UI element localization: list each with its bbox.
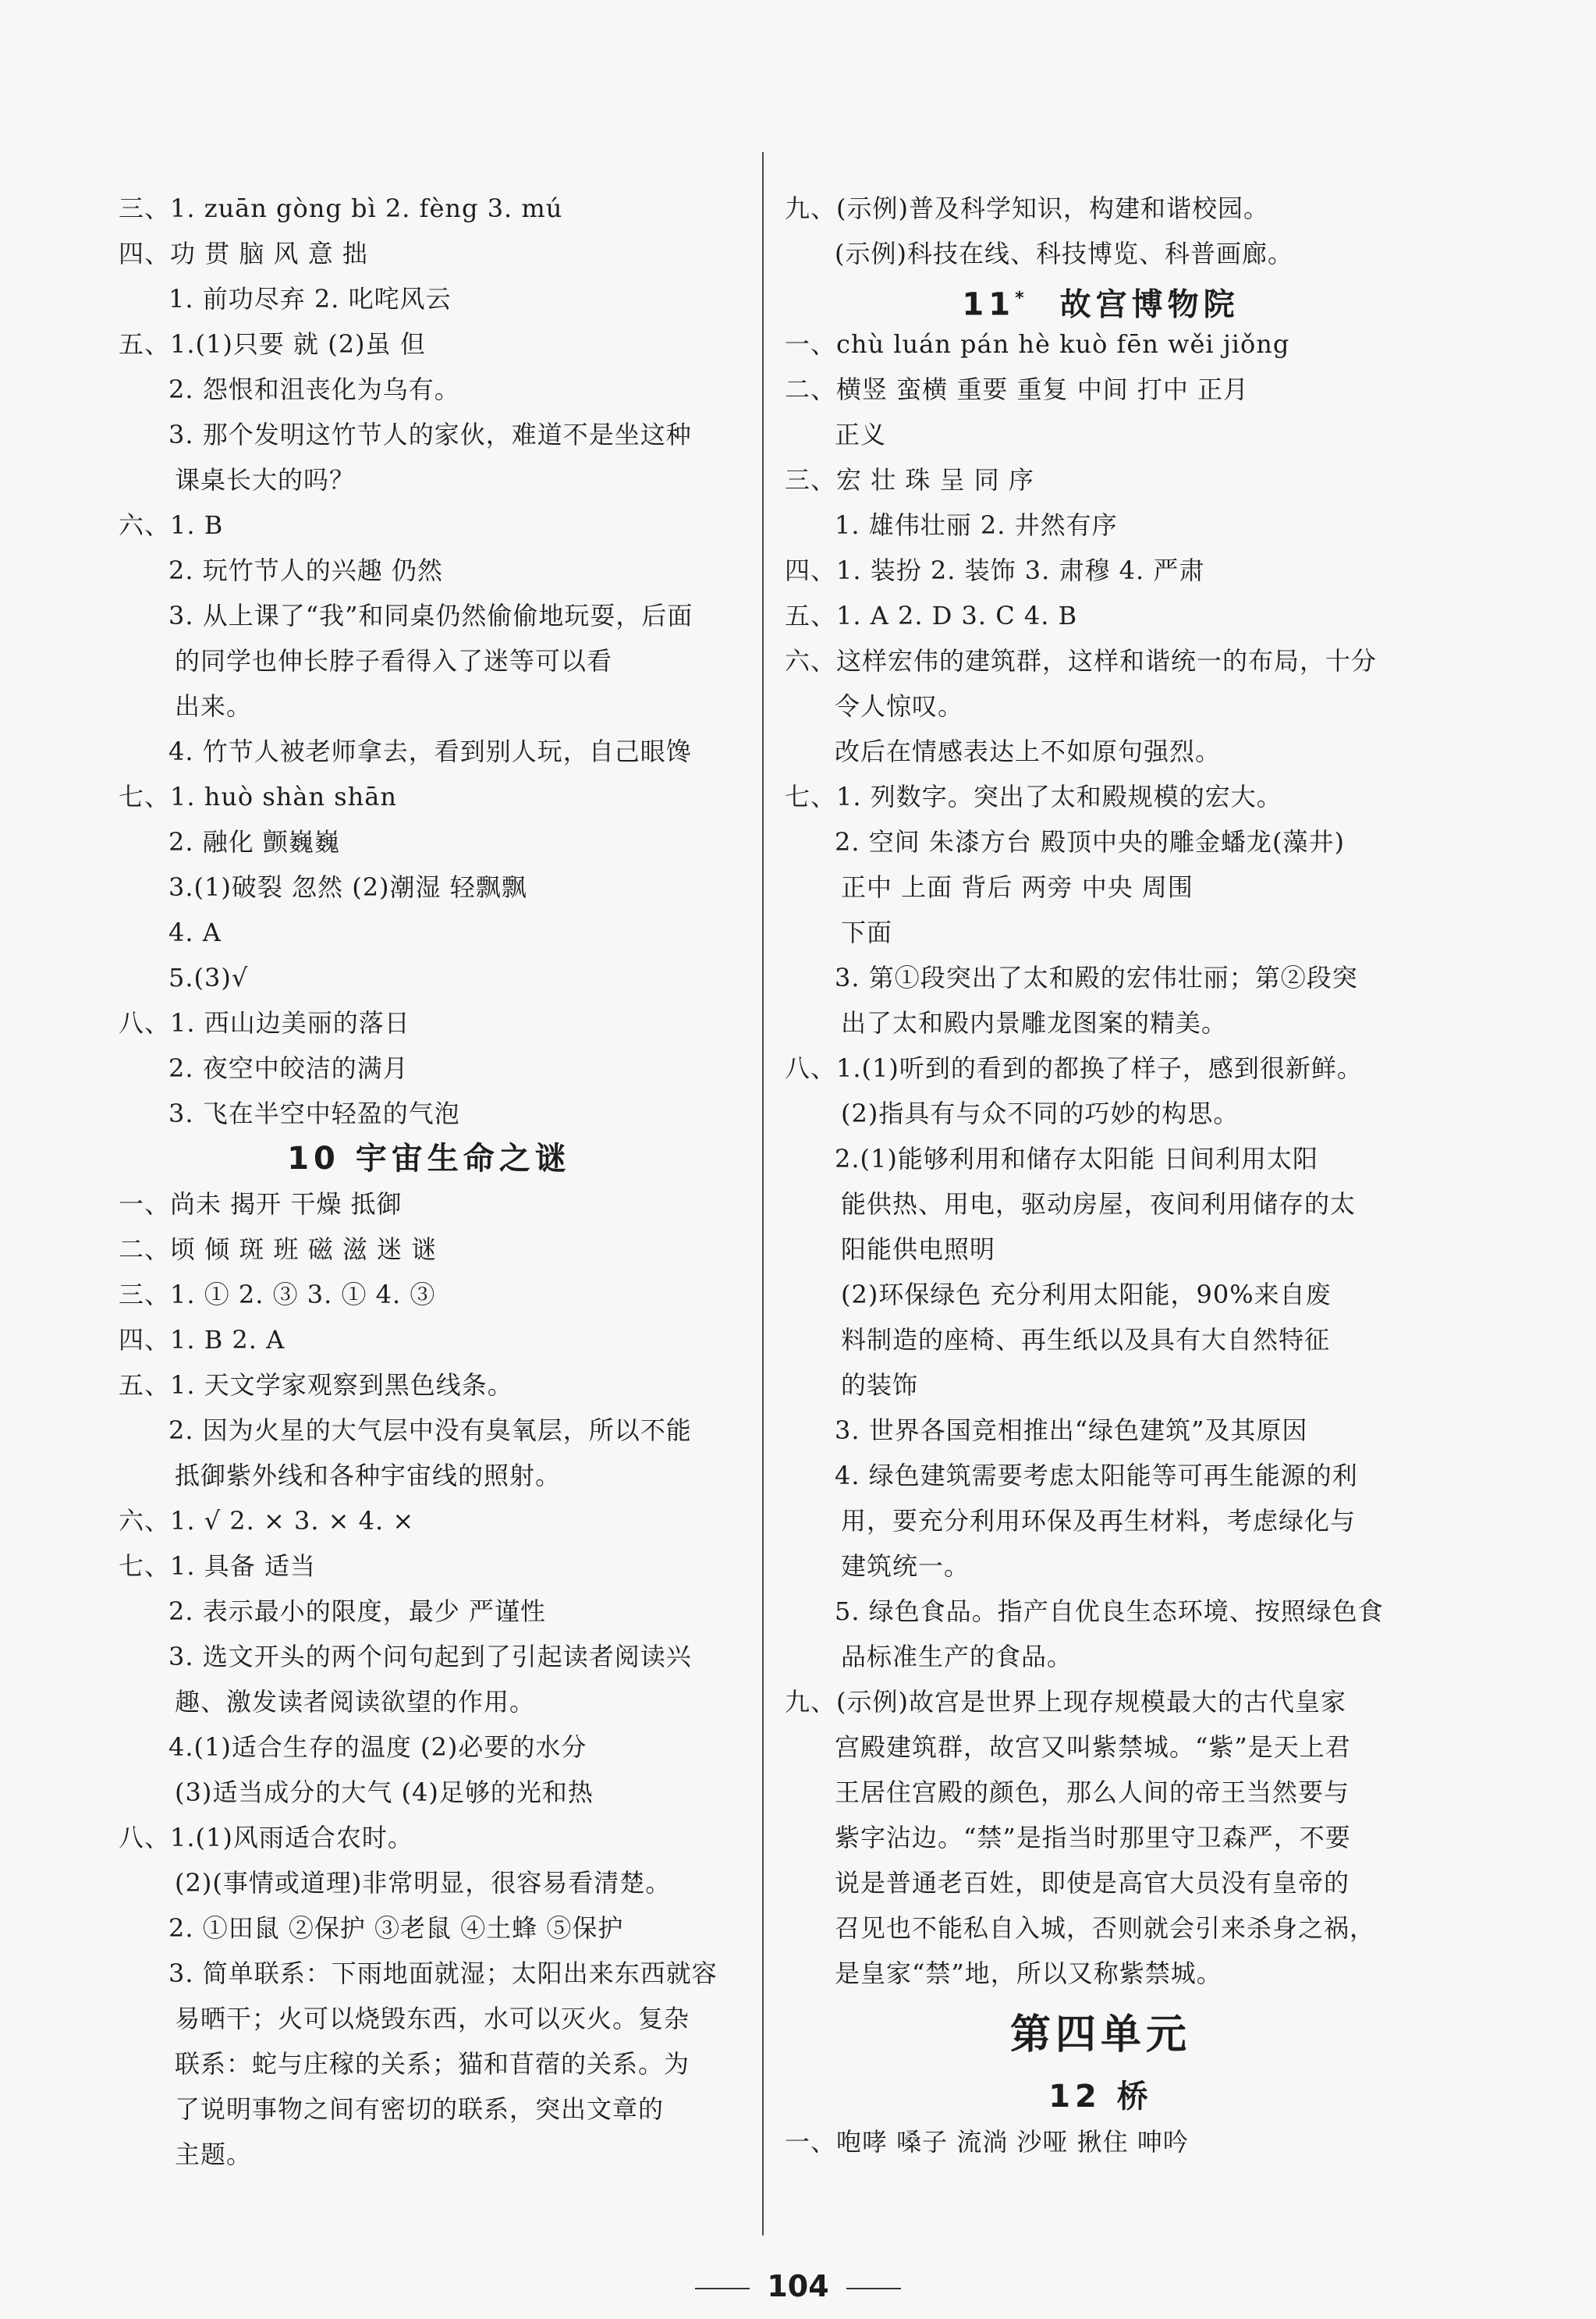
answer-line: 出了太和殿内景雕龙图案的精美。 <box>841 1008 1228 1038</box>
answer-line: 九、(示例)普及科学知识，构建和谐校园。 <box>785 194 1269 223</box>
answer-line: 5. 绿色食品。指产自优良生态环境、按照绿色食 <box>835 1596 1384 1626</box>
answer-line: 3. 简单联系：下雨地面就湿；太阳出来东西就容 <box>168 1959 718 1988</box>
footer-dash-left <box>695 2288 750 2289</box>
lesson-number: 11 <box>962 286 1016 323</box>
answer-line: 五、1. 天文学家观察到黑色线条。 <box>119 1370 513 1400</box>
answer-line: 5.(3)√ <box>168 963 249 993</box>
answer-line: 3. 那个发明这竹节人的家伙，难道不是坐这种 <box>168 420 692 449</box>
answer-line: 六、1. √ 2. × 3. × 4. × <box>119 1506 415 1536</box>
answer-line: 令人惊叹。 <box>835 691 964 721</box>
answer-line: 九、(示例)故宫是世界上现存规模最大的古代皇家 <box>785 1687 1346 1717</box>
answer-line: 4.(1)适合生存的温度 (2)必要的水分 <box>168 1732 587 1762</box>
answer-line: 抵御紫外线和各种宇宙线的照射。 <box>175 1461 562 1490</box>
answer-line: 3. 飞在半空中轻盈的气泡 <box>168 1099 460 1128</box>
answer-line: 易晒干；火可以烧毁东西，水可以灭火。复杂 <box>175 2004 690 2033</box>
answer-line: 出来。 <box>175 691 253 721</box>
answer-line: 的同学也伸长脖子看得入了迷等可以看 <box>175 646 613 676</box>
answer-line: 联系：蛇与庄稼的关系；猫和苜蓿的关系。为 <box>175 2049 690 2079</box>
answer-line: 3. 第①段突出了太和殿的宏伟壮丽；第②段突 <box>835 963 1358 993</box>
page-footer <box>0 2269 1596 2303</box>
answer-line: 1. 雄伟壮丽 2. 井然有序 <box>835 510 1118 540</box>
answer-line: 召见也不能私自入城，否则就会引来杀身之祸， <box>835 1913 1376 1943</box>
answer-line: 的装饰 <box>841 1370 919 1400</box>
answer-line: 阳能供电照明 <box>841 1234 996 1264</box>
answer-line: 一、尚未 揭开 干燥 抵御 <box>119 1189 403 1219</box>
answer-line: 五、1.(1)只要 就 (2)虽 但 <box>119 329 426 359</box>
answer-line: 七、1. 具备 适当 <box>119 1551 316 1581</box>
answer-line: 1. 前功尽弃 2. 叱咤风云 <box>168 284 452 314</box>
answer-line: 三、1. zuān gòng bì 2. fèng 3. mú <box>119 194 563 223</box>
answer-line: 2. 因为火星的大气层中没有臭氧层，所以不能 <box>168 1415 692 1445</box>
answer-line: 3. 从上课了“我”和同桌仍然偷偷地玩耍，后面 <box>168 601 693 630</box>
answer-line: 品标准生产的食品。 <box>841 1642 1073 1671</box>
answer-line: 八、1.(1)风雨适合农时。 <box>119 1823 413 1852</box>
answer-line: 4. 绿色建筑需要考虑太阳能等可再生能源的利 <box>835 1461 1358 1490</box>
answer-line: 下面 <box>841 918 893 947</box>
answer-line: 六、1. B <box>119 510 224 540</box>
answer-line: 八、1.(1)听到的看到的都换了样子，感到很新鲜。 <box>785 1053 1363 1083</box>
answer-line: (2)环保绿色 充分利用太阳能，90%来自废 <box>841 1280 1332 1309</box>
answer-line: 2. 融化 颤巍巍 <box>168 827 340 857</box>
answer-line: 正义 <box>835 420 887 449</box>
answer-line: (3)适当成分的大气 (4)足够的光和热 <box>175 1777 594 1807</box>
answer-line: 八、1. 西山边美丽的落日 <box>119 1008 410 1038</box>
answer-line: 六、这样宏伟的建筑群，这样和谐统一的布局，十分 <box>785 646 1378 676</box>
unit-title: 第四单元 <box>1009 2012 1191 2058</box>
lesson-title: 故宫博物院 <box>1059 286 1240 323</box>
answer-line: 三、1. ① 2. ③ 3. ① 4. ③ <box>119 1280 436 1309</box>
answer-line: 紫字沾边。“禁”是指当时那里守卫森严，不要 <box>835 1823 1351 1852</box>
answer-line: 二、横竖 蛮横 重要 重复 中间 打中 正月 <box>785 375 1250 404</box>
answer-line: 了说明事物之间有密切的联系，突出文章的 <box>175 2094 665 2124</box>
answer-line: 3.(1)破裂 忽然 (2)潮湿 轻飘飘 <box>168 872 527 902</box>
answer-line: 一、咆哮 嗓子 流淌 沙哑 揪住 呻吟 <box>785 2127 1189 2157</box>
answer-line: 四、功 贯 脑 风 意 拙 <box>119 239 368 268</box>
page-number: 104 <box>767 2269 829 2303</box>
answer-line: 2. 空间 朱漆方台 殿顶中央的雕金蟠龙(藻井) <box>835 827 1346 857</box>
answer-line: 3. 选文开头的两个问句起到了引起读者阅读兴 <box>168 1642 692 1671</box>
answer-line: 2. 夜空中皎洁的满月 <box>168 1053 409 1083</box>
answer-line: 七、1. 列数字。突出了太和殿规模的宏大。 <box>785 782 1282 811</box>
lesson-heading: 10 宇宙生命之谜 <box>287 1141 571 1177</box>
answer-line: 3. 世界各国竞相推出“绿色建筑”及其原因 <box>835 1415 1308 1445</box>
answer-line: 4. 竹节人被老师拿去，看到别人玩，自己眼馋 <box>168 737 692 766</box>
answer-line: 主题。 <box>175 2140 253 2169</box>
answer-line: 宫殿建筑群，故宫又叫紫禁城。“紫”是天上君 <box>835 1732 1351 1762</box>
answer-line: (示例)科技在线、科技博览、科普画廊。 <box>835 239 1293 268</box>
answer-line: 2.(1)能够利用和储存太阳能 日间利用太阳 <box>835 1144 1319 1174</box>
optional-mark: * <box>1015 289 1024 308</box>
left-column <box>119 186 739 2177</box>
answer-line: 说是普通老百姓，即使是高官大员没有皇帝的 <box>835 1868 1350 1898</box>
answer-line: 趣、激发读者阅读欲望的作用。 <box>175 1687 536 1717</box>
answer-line: 用，要充分利用环保及再生材料，考虑绿化与 <box>841 1506 1357 1536</box>
answer-line: 2. 玩竹节人的兴趣 仍然 <box>168 556 443 585</box>
answer-line: 是皇家“禁”地，所以又称紫禁城。 <box>835 1959 1222 1988</box>
answer-line: 七、1. huò shàn shān <box>119 782 397 811</box>
answer-line: 4. A <box>168 918 222 947</box>
footer-dash-right <box>846 2288 901 2289</box>
answer-line: 料制造的座椅、再生纸以及具有大自然特征 <box>841 1325 1331 1355</box>
answer-line: 能供热、用电，驱动房屋，夜间利用储存的太 <box>841 1189 1357 1219</box>
answer-line: 四、1. 装扮 2. 装饰 3. 肃穆 4. 严肃 <box>785 556 1205 585</box>
answer-line: 正中 上面 背后 两旁 中央 周围 <box>841 872 1193 902</box>
column-divider <box>762 152 764 2236</box>
right-column <box>785 186 1417 2165</box>
answer-line: 2. 怨恨和沮丧化为乌有。 <box>168 375 460 404</box>
answer-line: 一、chù luán pán hè kuò fēn wěi jiǒng <box>785 329 1290 359</box>
answer-line: 五、1. A 2. D 3. C 4. B <box>785 601 1078 630</box>
answer-line: (2)(事情或道理)非常明显，很容易看清楚。 <box>175 1868 672 1898</box>
answer-line: 王居住宫殿的颜色，那么人间的帝王当然要与 <box>835 1777 1350 1807</box>
answer-line: 2. 表示最小的限度，最少 严谨性 <box>168 1596 546 1626</box>
answer-line: 三、宏 壮 珠 呈 同 序 <box>785 465 1034 495</box>
answer-line: 二、顷 倾 斑 班 磁 滋 迷 谜 <box>119 1234 438 1264</box>
answer-line: 改后在情感表达上不如原句强烈。 <box>835 737 1222 766</box>
lesson-heading <box>785 276 1417 321</box>
answer-line: 建筑统一。 <box>841 1551 970 1581</box>
answer-line: (2)指具有与众不同的巧妙的构思。 <box>841 1099 1240 1128</box>
answer-line: 四、1. B 2. A <box>119 1325 286 1355</box>
lesson-heading: 12 桥 <box>1048 2079 1153 2115</box>
answer-line: 课桌长大的吗？ <box>175 465 356 495</box>
answer-line: 2. ①田鼠 ②保护 ③老鼠 ④土蜂 ⑤保护 <box>168 1913 624 1943</box>
